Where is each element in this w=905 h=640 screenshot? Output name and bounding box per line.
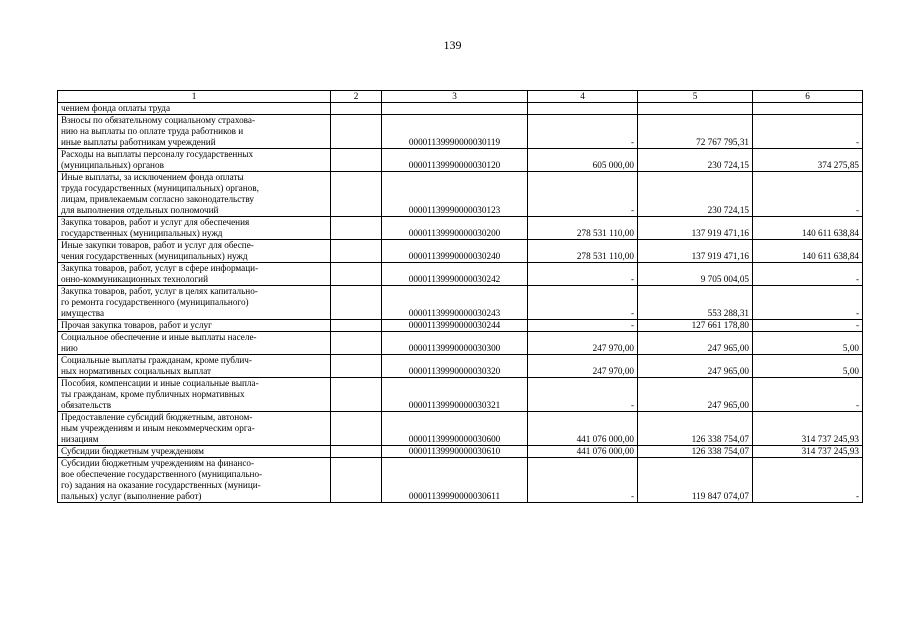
description-line: Закупка товаров, работ, услуг в сфере информаци- (61, 263, 259, 273)
row-description (58, 286, 331, 320)
row-description (58, 446, 331, 458)
row-description (58, 217, 331, 240)
row-unexecuted-amount: - (753, 320, 863, 332)
table-row (58, 355, 863, 378)
row-line-code (331, 172, 382, 217)
row-description (58, 412, 331, 446)
description-line: чением фонда оплаты труда (61, 103, 171, 113)
row-executed-amount: 127 661 178,80 (638, 320, 753, 332)
row-executed-amount: 247 965,00 (638, 378, 753, 412)
row-budget-code: 00001139990000030123 (382, 172, 528, 217)
description-line: нию на выплаты по оплате труда работников и (61, 126, 244, 136)
row-approved-amount: - (528, 263, 638, 286)
table-row (58, 412, 863, 446)
row-budget-code: 00001139990000030300 (382, 332, 528, 355)
row-unexecuted-amount: 314 737 245,93 (753, 446, 863, 458)
row-executed-amount: 553 288,31 (638, 286, 753, 320)
row-line-code (331, 263, 382, 286)
row-unexecuted-amount: - (753, 263, 863, 286)
row-approved-amount: 278 531 110,00 (528, 217, 638, 240)
row-unexecuted-amount: 5,00 (753, 355, 863, 378)
row-description (58, 103, 331, 115)
row-budget-code: 00001139990000030200 (382, 217, 528, 240)
row-line-code (331, 355, 382, 378)
description-line: онно-коммуникационных технологий (61, 274, 209, 284)
row-approved-amount: 247 970,00 (528, 332, 638, 355)
row-description (58, 149, 331, 172)
row-executed-amount: 137 919 471,16 (638, 240, 753, 263)
row-executed-amount: 119 847 074,07 (638, 458, 753, 503)
description-line: нию (61, 343, 78, 353)
description-line: пальных) услуг (выполнение работ) (61, 491, 202, 501)
row-budget-code: 000011399900000З0119 (382, 115, 528, 149)
table-body (58, 91, 863, 503)
budget-execution-table (57, 90, 863, 503)
description-line: Расходы на выплаты персоналу государственных (61, 149, 254, 159)
row-approved-amount: 278 531 110,00 (528, 240, 638, 263)
table-row (58, 103, 863, 115)
row-line-code (331, 412, 382, 446)
row-executed-amount: 126 338 754,07 (638, 446, 753, 458)
column-header: 6 (753, 91, 863, 103)
row-approved-amount: - (528, 172, 638, 217)
description-line: иные выплаты работникам учреждений (61, 137, 216, 147)
description-line: Предоставление субсидий бюджетным, автоном- (61, 412, 253, 422)
row-approved-amount: - (528, 115, 638, 149)
row-unexecuted-amount: 140 611 638,84 (753, 217, 863, 240)
table-row (58, 240, 863, 263)
table-row (58, 263, 863, 286)
description-line: имущества (61, 308, 105, 318)
row-executed-amount: 230 724,15 (638, 172, 753, 217)
row-description (58, 458, 331, 503)
row-budget-code: 00001139990000030610 (382, 446, 528, 458)
row-executed-amount: 9 705 004,05 (638, 263, 753, 286)
row-line-code (331, 217, 382, 240)
description-line: ты гражданам, кроме публичных нормативных (61, 389, 245, 399)
row-budget-code: 00001139990000030243 (382, 286, 528, 320)
column-header: 5 (638, 91, 753, 103)
row-unexecuted-amount: - (753, 378, 863, 412)
description-line: Закупка товаров, работ, услуг в целях капитально- (61, 286, 258, 296)
description-line: Субсидии бюджетным учреждениям на финансо- (61, 458, 255, 468)
row-line-code (331, 320, 382, 332)
row-budget-code: 00001139990000030600 (382, 412, 528, 446)
description-line: Взносы по обязательному социальному страхова- (61, 115, 256, 125)
description-line: ным учреждениям и иным некоммерческим орга- (61, 423, 255, 433)
description-line: го) задания на оказание государственных (муници- (61, 480, 261, 490)
description-line: Закупка товаров, работ и услуг для обеспечения (61, 217, 250, 227)
row-budget-code: 00001139990000030120 (382, 149, 528, 172)
row-approved-amount: 441 076 000,00 (528, 412, 638, 446)
row-approved-amount: - (528, 286, 638, 320)
row-unexecuted-amount: - (753, 286, 863, 320)
table-row (58, 320, 863, 332)
row-approved-amount: 441 076 000,00 (528, 446, 638, 458)
table-row (58, 378, 863, 412)
description-line: обязательств (61, 400, 112, 410)
table-row (58, 286, 863, 320)
row-line-code (331, 286, 382, 320)
description-line: Социальное обеспечение и иные выплаты населе- (61, 332, 257, 342)
row-unexecuted-amount: 374 275,85 (753, 149, 863, 172)
description-line: го ремонта государственного (муниципального) (61, 297, 249, 307)
row-executed-amount: 230 724,15 (638, 149, 753, 172)
row-line-code (331, 115, 382, 149)
row-executed-amount: 126 338 754,07 (638, 412, 753, 446)
row-budget-code: 00001139990000030240 (382, 240, 528, 263)
row-executed-amount: 247 965,00 (638, 332, 753, 355)
description-line: Субсидии бюджетным учреждениям (61, 446, 204, 456)
row-budget-code: 00001139990000030242 (382, 263, 528, 286)
row-description (58, 355, 331, 378)
row-budget-code: 00001139990000030244 (382, 320, 528, 332)
row-budget-code: 00001139990000030320 (382, 355, 528, 378)
column-header: 3 (382, 91, 528, 103)
row-unexecuted-amount: - (753, 172, 863, 217)
description-line: Иные закупки товаров, работ и услуг для обеспе- (61, 240, 254, 250)
row-unexecuted-amount: - (753, 115, 863, 149)
description-line: для выполнения отдельных полномочий (61, 205, 219, 215)
description-line: Прочая закупка товаров, работ и услуг (61, 320, 212, 330)
row-budget-code: 00001139990000030611 (382, 458, 528, 503)
row-unexecuted-amount (753, 103, 863, 115)
row-executed-amount: 247 965,00 (638, 355, 753, 378)
row-line-code (331, 458, 382, 503)
row-budget-code (382, 103, 528, 115)
row-description (58, 332, 331, 355)
row-executed-amount (638, 103, 753, 115)
row-line-code (331, 332, 382, 355)
row-description (58, 172, 331, 217)
row-description (58, 115, 331, 149)
row-description (58, 240, 331, 263)
row-approved-amount: 605 000,00 (528, 149, 638, 172)
row-unexecuted-amount: 314 737 245,93 (753, 412, 863, 446)
description-line: Пособия, компенсации и иные социальные выпла- (61, 378, 259, 388)
row-line-code (331, 378, 382, 412)
row-line-code (331, 103, 382, 115)
column-header: 2 (331, 91, 382, 103)
row-approved-amount: - (528, 458, 638, 503)
table-row (58, 115, 863, 149)
description-line: Социальные выплаты гражданам, кроме публич- (61, 355, 252, 365)
row-description (58, 263, 331, 286)
row-executed-amount: 72 767 795,31 (638, 115, 753, 149)
row-approved-amount (528, 103, 638, 115)
row-executed-amount: 137 919 471,16 (638, 217, 753, 240)
table-header-row (58, 91, 863, 103)
row-line-code (331, 240, 382, 263)
row-unexecuted-amount: - (753, 458, 863, 503)
description-line: Иные выплаты, за исключением фонда оплаты (61, 172, 244, 182)
description-line: ных нормативных социальных выплат (61, 366, 212, 376)
row-unexecuted-amount: 140 611 638,84 (753, 240, 863, 263)
description-line: государственных (муниципальных) нужд (61, 228, 223, 238)
row-unexecuted-amount: 5,00 (753, 332, 863, 355)
table-row (58, 446, 863, 458)
description-line: (муниципальных) органов (61, 160, 164, 170)
page-number: 139 (443, 38, 462, 52)
row-description (58, 320, 331, 332)
column-header: 1 (58, 91, 331, 103)
description-line: труда государственных (муниципальных) органов, (61, 183, 259, 193)
description-line: вое обеспечение государственного (муниципально- (61, 469, 263, 479)
table-row (58, 458, 863, 503)
table-row (58, 217, 863, 240)
row-line-code (331, 446, 382, 458)
row-line-code (331, 149, 382, 172)
column-header: 4 (528, 91, 638, 103)
table-row (58, 332, 863, 355)
description-line: чения государственных (муниципальных) нужд (61, 251, 248, 261)
row-approved-amount: - (528, 378, 638, 412)
description-line: лицам, привлекаемым согласно законодательству (61, 194, 254, 204)
table-row (58, 172, 863, 217)
description-line: низациям (61, 434, 99, 444)
table-row (58, 149, 863, 172)
row-budget-code: 00001139990000030321 (382, 378, 528, 412)
row-description (58, 378, 331, 412)
row-approved-amount: - (528, 320, 638, 332)
row-approved-amount: 247 970,00 (528, 355, 638, 378)
